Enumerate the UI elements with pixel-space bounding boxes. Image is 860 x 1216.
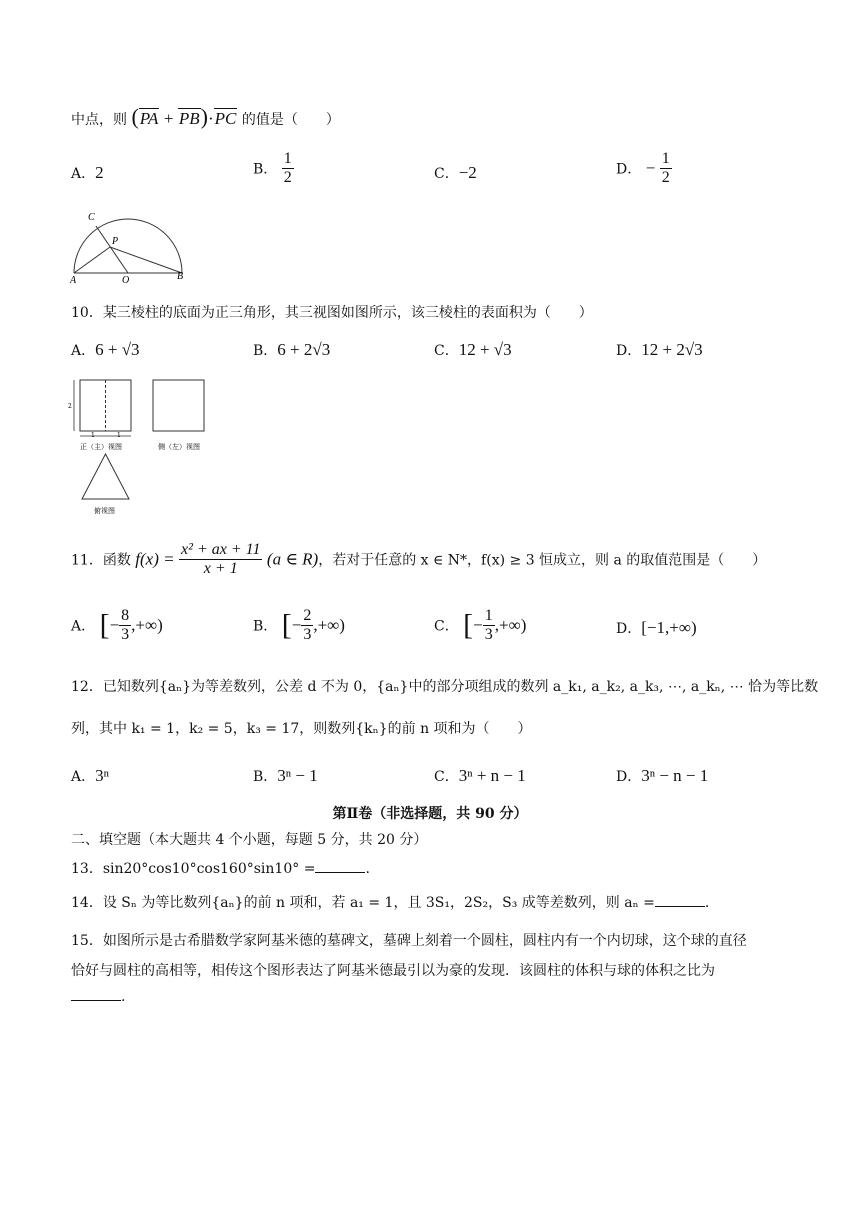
dim-label-right: 1 — [117, 432, 121, 439]
vector-pb: PB — [178, 109, 200, 128]
q11-stem: 11．函数 f(x) = $\frac{\text{x² + ax + 11}}{x + 1}$ (a ∈ R)，若对于任意的 x ∈ N*，f(x) ≥ 3 恒成立，则 a 的取值范围是（ ） — [71, 541, 767, 577]
side-view-label: 侧（左）视图 — [158, 443, 200, 451]
q11-option-b: B． [− $\frac{2}{3}$ ,+∞) — [253, 607, 345, 643]
label-a: A — [70, 275, 77, 285]
label-o: O — [122, 275, 130, 285]
section-part-heading: 二、填空题（本大题共 4 个小题，每题 5 分，共 20 分） — [71, 832, 428, 848]
label-c: C — [88, 212, 95, 223]
q9-option-c: C．−2 — [434, 163, 477, 182]
q11-option-c: C． [− $\frac{1}{3}$ ,+∞) — [434, 607, 527, 643]
q15-stem-line1: 15．如图所示是古希腊数学家阿基米德的墓碑文，墓碑上刻着一个圆柱，圆柱内有一个内切球，这个球的直径 — [71, 933, 747, 949]
front-view-label: 正（主）视图 — [80, 443, 122, 451]
q12-stem-line2: 列，其中 k₁ = 1，k₂ = 5，k₃ = 17，则数列{kₙ}的前 n 项和为（ ） — [71, 721, 532, 737]
q14-stem: 14．设 Sₙ 为等比数列{aₙ}的前 n 项和，若 a₁ = 1，且 3S₁，2S₂，S₃ 成等差数列，则 aₙ = . — [71, 895, 710, 911]
answer-blank[interactable] — [655, 894, 705, 907]
q10-option-b: B．6 + 2√3 — [253, 340, 331, 359]
q9-stem: 中点，则 (PA + PB)·PC 的值是（ ） — [71, 104, 340, 129]
q9-option-d: D． − $\frac{1}{2}$ — [616, 150, 670, 186]
answer-blank[interactable] — [315, 860, 365, 873]
top-view-label: 俯视图 — [94, 507, 115, 515]
q10-option-d: D．12 + 2√3 — [616, 340, 703, 359]
q11-option-d: D．[−1,+∞) — [616, 618, 697, 637]
q10-option-a: A．6 + √3 — [71, 340, 140, 359]
q9-option-b: B． $\frac{1}{2}$ — [253, 150, 292, 186]
q12-option-b: B．3ⁿ − 1 — [253, 766, 318, 785]
q10-stem: 10．某三棱柱的底面为正三角形，其三视图如图所示，该三棱柱的表面积为（ ） — [71, 305, 593, 321]
section-title: 第Ⅱ卷（非选择题，共 90 分） — [332, 806, 528, 822]
vector-pa: PA — [139, 109, 159, 128]
q10-option-c: C．12 + √3 — [434, 340, 512, 359]
q12-option-d: D．3ⁿ − n − 1 — [616, 766, 709, 785]
fraction: $\frac{\text{x² + ax + 11}}{x + 1}$ — [181, 541, 261, 577]
vector-pc: PC — [214, 109, 237, 128]
q12-option-c: C．3ⁿ + n − 1 — [434, 766, 526, 785]
fraction: $\frac{1}{2}$ — [283, 150, 292, 186]
label-p: P — [112, 236, 119, 247]
height-label: 2 — [68, 403, 72, 410]
q12-option-a: A．3ⁿ — [71, 766, 109, 785]
dim-label-left: 1 — [91, 432, 95, 439]
q9-option-a: A．2 — [71, 163, 104, 182]
three-views-figure — [66, 374, 216, 516]
q13-stem: 13．sin20°cos10°cos160°sin10° = . — [71, 861, 370, 877]
q11-option-a: A． [− $\frac{8}{3}$ ,+∞) — [71, 607, 163, 643]
q15-stem-line2: 恰好与圆柱的高相等，相传这个图形表达了阿基米德最引以为豪的发现．该圆柱的体积与球的体积之比为 — [71, 963, 715, 979]
q12-stem-line1: 12．已知数列{aₙ}为等差数列，公差 d 不为 0，{aₙ}中的部分项组成的数列 a_k₁, a_k₂, a_k₃, ⋯, a_kₙ, ⋯ 恰为等比数 — [71, 679, 819, 695]
label-b: B — [177, 271, 184, 282]
fraction: $\frac{1}{2}$ — [661, 150, 670, 186]
q15-stem-line3: . — [71, 988, 125, 1005]
answer-blank[interactable] — [71, 988, 121, 1001]
semicircle-figure — [66, 210, 196, 285]
